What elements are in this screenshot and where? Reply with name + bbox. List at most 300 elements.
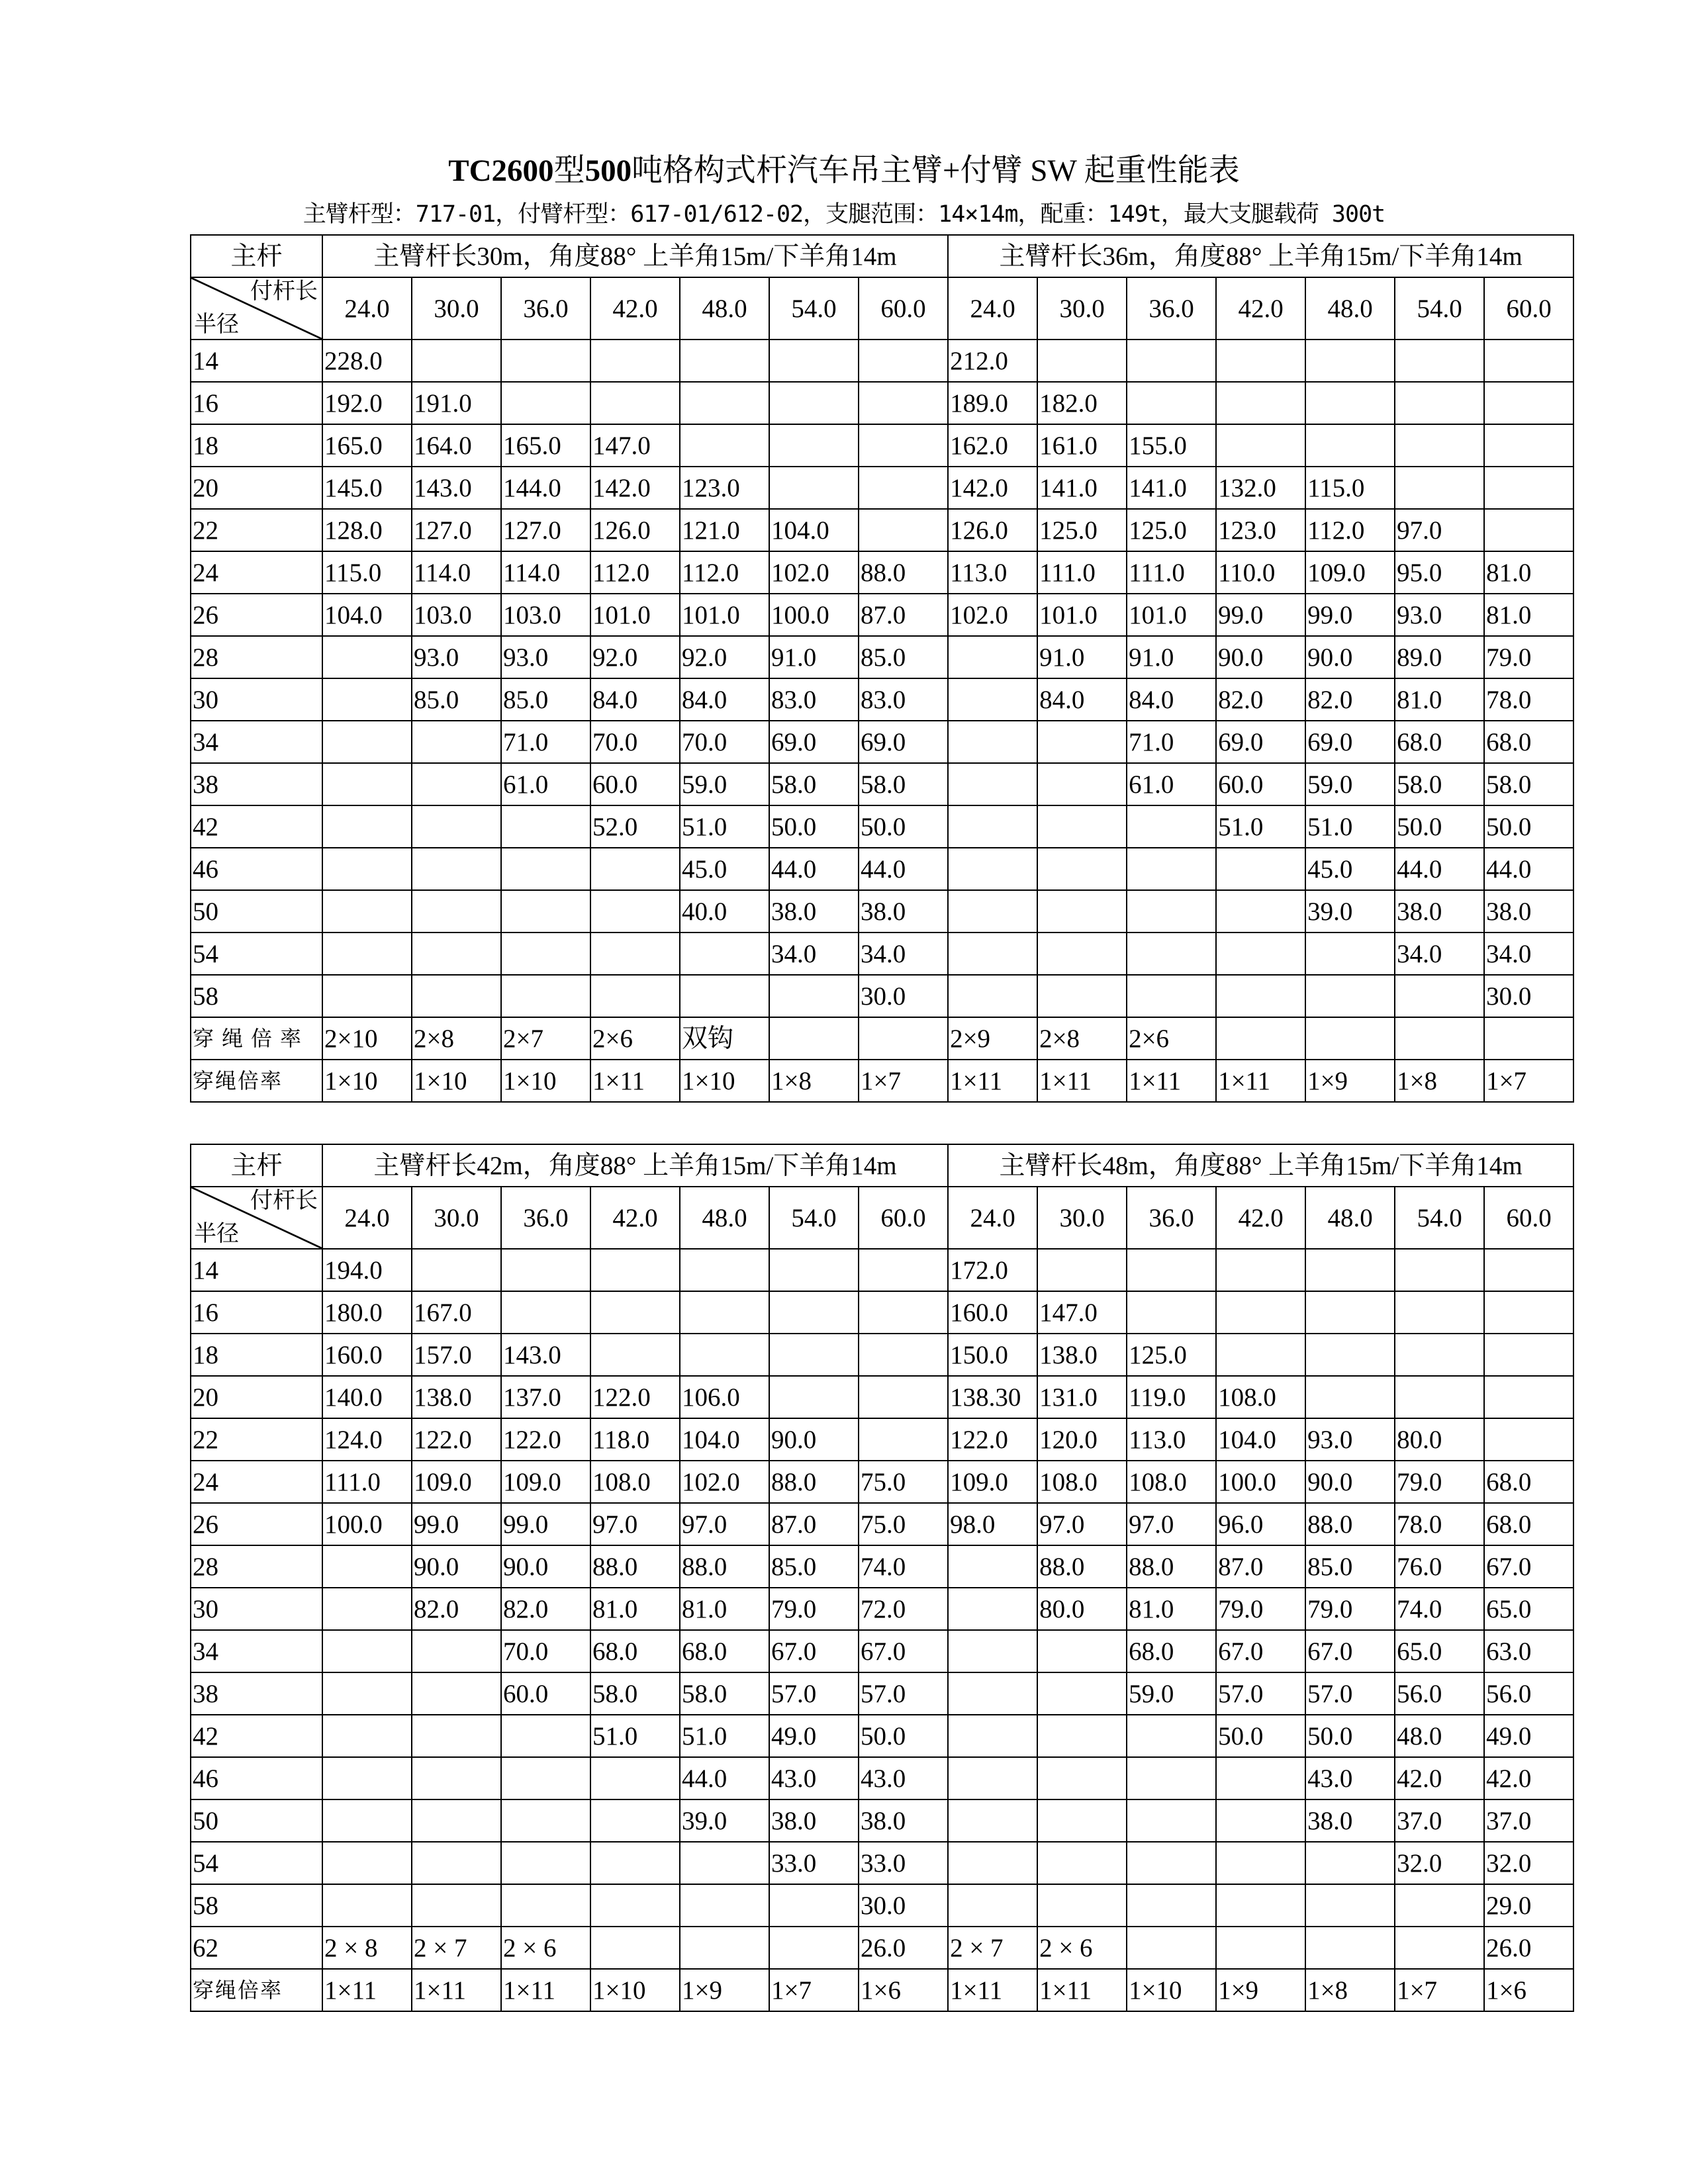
boom-config-header: 主臂杆长42m，角度88° 上羊角15m/下羊角14m <box>322 1144 948 1187</box>
title-tonnage: 500 <box>585 154 632 188</box>
capacity-cell: 90.0 <box>412 1545 501 1588</box>
capacity-cell: 78.0 <box>1395 1503 1484 1545</box>
jib-length-cell: 30.0 <box>1037 277 1127 340</box>
capacity-cell: 121.0 <box>680 509 769 551</box>
capacity-cell: 93.0 <box>1395 594 1484 636</box>
capacity-cell: 167.0 <box>412 1291 501 1334</box>
capacity-cell <box>680 1884 769 1927</box>
capacity-cell: 84.0 <box>1037 678 1127 721</box>
capacity-cell: 125.0 <box>1127 1334 1216 1376</box>
capacity-cell <box>1395 1884 1484 1927</box>
jib-length-row <box>191 277 1573 340</box>
capacity-cell: 85.0 <box>859 636 948 678</box>
capacity-cell: 44.0 <box>859 848 948 890</box>
capacity-cell: 48.0 <box>1395 1715 1484 1757</box>
capacity-cell: 33.0 <box>769 1842 859 1884</box>
capacity-cell <box>1037 805 1127 848</box>
capacity-cell: 109.0 <box>501 1461 590 1503</box>
capacity-cell: 1×7 <box>1395 1969 1484 2011</box>
capacity-cell: 50.0 <box>859 1715 948 1757</box>
table-row <box>191 1672 1573 1715</box>
radius-cell: 54 <box>191 1842 322 1884</box>
capacity-cell: 65.0 <box>1395 1630 1484 1672</box>
capacity-cell: 58.0 <box>680 1672 769 1715</box>
capacity-cell: 189.0 <box>948 382 1037 424</box>
capacity-cell: 51.0 <box>680 1715 769 1757</box>
capacity-cell: 102.0 <box>680 1461 769 1503</box>
capacity-cell: 87.0 <box>769 1503 859 1545</box>
capacity-cell: 52.0 <box>590 805 680 848</box>
capacity-cell: 138.0 <box>1037 1334 1127 1376</box>
capacity-cell <box>1216 1249 1305 1291</box>
capacity-cell: 2×7 <box>501 1017 590 1060</box>
capacity-cell: 38.0 <box>769 1799 859 1842</box>
capacity-cell <box>1127 1799 1216 1842</box>
capacity-cell <box>322 763 412 805</box>
jib-length-cell: 36.0 <box>501 1187 590 1249</box>
title-rest: 吨格构式杆汽车吊主臂+付臂 SW 起重性能表 <box>632 154 1240 188</box>
capacity-cell <box>1037 1757 1127 1799</box>
capacity-cell: 34.0 <box>769 933 859 975</box>
capacity-cell <box>769 424 859 467</box>
capacity-cell <box>590 340 680 382</box>
jib-length-cell: 24.0 <box>322 277 412 340</box>
capacity-cell <box>1127 805 1216 848</box>
capacity-cell: 141.0 <box>1127 467 1216 509</box>
capacity-cell <box>412 1842 501 1884</box>
capacity-cell <box>1395 1017 1484 1060</box>
capacity-cell: 1×10 <box>412 1060 501 1102</box>
capacity-cell <box>1395 1376 1484 1418</box>
capacity-cell: 1×11 <box>1216 1060 1305 1102</box>
capacity-cell <box>322 1884 412 1927</box>
capacity-cell <box>1305 424 1395 467</box>
capacity-cell <box>769 1334 859 1376</box>
capacity-cell: 101.0 <box>1037 594 1127 636</box>
capacity-cell <box>322 890 412 933</box>
document-title <box>0 151 1688 191</box>
capacity-cell <box>1127 1249 1216 1291</box>
radius-cell: 24 <box>191 1461 322 1503</box>
boom-config-header: 主臂杆长30m，角度88° 上羊角15m/下羊角14m <box>322 235 948 277</box>
capacity-cell <box>412 1757 501 1799</box>
radius-label: 半径 <box>194 312 239 337</box>
capacity-cell: 79.0 <box>769 1588 859 1630</box>
jib-length-label: 付杆长 <box>250 279 318 304</box>
table-row <box>191 721 1573 763</box>
jib-length-cell: 48.0 <box>1305 277 1395 340</box>
jib-length-cell: 54.0 <box>769 277 859 340</box>
table-row <box>191 890 1573 933</box>
table-row <box>191 1927 1573 1969</box>
capacity-cell <box>322 848 412 890</box>
table-row <box>191 340 1573 382</box>
capacity-cell <box>1037 890 1127 933</box>
capacity-cell: 26.0 <box>1484 1927 1573 1969</box>
capacity-cell: 72.0 <box>859 1588 948 1630</box>
capacity-cell <box>1127 1291 1216 1334</box>
capacity-cell <box>501 805 590 848</box>
radius-cell: 14 <box>191 340 322 382</box>
capacity-cell: 112.0 <box>680 551 769 594</box>
radius-cell: 22 <box>191 1418 322 1461</box>
capacity-cell: 103.0 <box>501 594 590 636</box>
capacity-cell <box>1484 1418 1573 1461</box>
capacity-cell: 50.0 <box>1395 805 1484 848</box>
capacity-cell: 88.0 <box>859 551 948 594</box>
capacity-cell: 113.0 <box>948 551 1037 594</box>
capacity-cell: 43.0 <box>1305 1757 1395 1799</box>
capacity-cell: 82.0 <box>501 1588 590 1630</box>
radius-cell: 穿绳倍率 <box>191 1969 322 2011</box>
capacity-cell <box>1305 933 1395 975</box>
capacity-cell: 1×11 <box>1037 1060 1127 1102</box>
capacity-cell: 76.0 <box>1395 1545 1484 1588</box>
jib-length-label: 付杆长 <box>250 1189 318 1213</box>
capacity-cell: 88.0 <box>1127 1545 1216 1588</box>
radius-cell: 28 <box>191 636 322 678</box>
capacity-cell: 61.0 <box>1127 763 1216 805</box>
capacity-cell: 43.0 <box>859 1757 948 1799</box>
capacity-cell <box>1127 1884 1216 1927</box>
capacity-cell: 128.0 <box>322 509 412 551</box>
capacity-cell: 110.0 <box>1216 551 1305 594</box>
capacity-cell: 85.0 <box>1305 1545 1395 1588</box>
capacity-cell: 1×8 <box>769 1060 859 1102</box>
capacity-cell: 1×11 <box>501 1969 590 2011</box>
capacity-cell: 192.0 <box>322 382 412 424</box>
capacity-cell <box>1484 340 1573 382</box>
capacity-cell <box>948 890 1037 933</box>
capacity-cell <box>1484 1376 1573 1418</box>
capacity-cell: 57.0 <box>859 1672 948 1715</box>
capacity-cell <box>859 1291 948 1334</box>
capacity-cell <box>1127 1757 1216 1799</box>
capacity-cell <box>322 1672 412 1715</box>
capacity-cell: 212.0 <box>948 340 1037 382</box>
jib-length-cell: 54.0 <box>1395 1187 1484 1249</box>
load-chart-table-2 <box>190 1144 1574 2012</box>
capacity-cell: 58.0 <box>769 763 859 805</box>
capacity-cell: 68.0 <box>1484 1461 1573 1503</box>
capacity-cell <box>412 1249 501 1291</box>
capacity-cell: 2×8 <box>1037 1017 1127 1060</box>
capacity-cell: 122.0 <box>501 1418 590 1461</box>
capacity-cell <box>1305 1884 1395 1927</box>
capacity-cell: 1×10 <box>680 1060 769 1102</box>
capacity-cell <box>1037 1672 1127 1715</box>
capacity-cell <box>1127 890 1216 933</box>
capacity-cell <box>1484 1249 1573 1291</box>
jib-length-cell: 36.0 <box>1127 1187 1216 1249</box>
capacity-cell: 143.0 <box>501 1334 590 1376</box>
capacity-cell <box>1216 1017 1305 1060</box>
capacity-cell: 2 × 7 <box>948 1927 1037 1969</box>
capacity-cell: 165.0 <box>322 424 412 467</box>
radius-cell: 38 <box>191 1672 322 1715</box>
capacity-cell: 137.0 <box>501 1376 590 1418</box>
capacity-cell: 30.0 <box>859 1884 948 1927</box>
boom-config-header: 主臂杆长36m，角度88° 上羊角15m/下羊角14m <box>948 235 1573 277</box>
capacity-cell: 115.0 <box>1305 467 1395 509</box>
capacity-cell <box>1305 382 1395 424</box>
table-row <box>191 467 1573 509</box>
capacity-cell: 81.0 <box>1484 594 1573 636</box>
capacity-cell: 45.0 <box>1305 848 1395 890</box>
capacity-cell: 61.0 <box>501 763 590 805</box>
jib-length-cell: 42.0 <box>590 1187 680 1249</box>
capacity-cell: 29.0 <box>1484 1884 1573 1927</box>
capacity-cell: 147.0 <box>1037 1291 1127 1334</box>
capacity-cell <box>1127 340 1216 382</box>
capacity-cell: 81.0 <box>590 1588 680 1630</box>
capacity-cell <box>412 1799 501 1842</box>
capacity-cell: 1×11 <box>948 1969 1037 2011</box>
jib-length-cell: 36.0 <box>501 277 590 340</box>
capacity-cell: 50.0 <box>1305 1715 1395 1757</box>
capacity-cell <box>1216 975 1305 1017</box>
capacity-cell <box>412 1715 501 1757</box>
capacity-cell: 68.0 <box>590 1630 680 1672</box>
jib-length-cell: 48.0 <box>680 1187 769 1249</box>
table-row <box>191 1060 1573 1102</box>
capacity-cell <box>501 933 590 975</box>
capacity-cell: 90.0 <box>1216 636 1305 678</box>
capacity-cell: 120.0 <box>1037 1418 1127 1461</box>
capacity-cell: 1×10 <box>1127 1969 1216 2011</box>
capacity-cell: 88.0 <box>769 1461 859 1503</box>
capacity-cell: 108.0 <box>1037 1461 1127 1503</box>
capacity-cell: 131.0 <box>1037 1376 1127 1418</box>
capacity-cell: 103.0 <box>412 594 501 636</box>
capacity-cell: 37.0 <box>1484 1799 1573 1842</box>
capacity-cell: 67.0 <box>1305 1630 1395 1672</box>
capacity-cell: 84.0 <box>590 678 680 721</box>
capacity-cell: 101.0 <box>1127 594 1216 636</box>
title-model: TC2600 <box>448 154 554 188</box>
capacity-cell: 45.0 <box>680 848 769 890</box>
capacity-cell <box>322 933 412 975</box>
capacity-cell <box>1395 424 1484 467</box>
jib-length-cell: 48.0 <box>680 277 769 340</box>
capacity-cell: 2 × 6 <box>501 1927 590 1969</box>
capacity-cell <box>769 1017 859 1060</box>
capacity-cell <box>1305 1291 1395 1334</box>
capacity-cell: 37.0 <box>1395 1799 1484 1842</box>
capacity-cell: 90.0 <box>1305 1461 1395 1503</box>
jib-length-cell: 42.0 <box>1216 1187 1305 1249</box>
radius-cell: 50 <box>191 1799 322 1842</box>
capacity-cell <box>322 1757 412 1799</box>
capacity-cell: 87.0 <box>859 594 948 636</box>
capacity-cell <box>1216 1291 1305 1334</box>
capacity-cell: 40.0 <box>680 890 769 933</box>
capacity-cell: 97.0 <box>680 1503 769 1545</box>
capacity-cell <box>680 1842 769 1884</box>
capacity-cell: 63.0 <box>1484 1630 1573 1672</box>
capacity-cell: 38.0 <box>1305 1799 1395 1842</box>
capacity-cell: 70.0 <box>501 1630 590 1672</box>
capacity-cell: 50.0 <box>769 805 859 848</box>
capacity-cell <box>412 933 501 975</box>
capacity-cell <box>1395 1334 1484 1376</box>
capacity-cell: 67.0 <box>1484 1545 1573 1588</box>
capacity-cell <box>1484 382 1573 424</box>
capacity-cell: 59.0 <box>1127 1672 1216 1715</box>
capacity-cell <box>680 340 769 382</box>
capacity-cell: 99.0 <box>1216 594 1305 636</box>
capacity-cell <box>769 1927 859 1969</box>
table-row <box>191 1249 1573 1291</box>
capacity-cell: 99.0 <box>412 1503 501 1545</box>
capacity-cell <box>1216 933 1305 975</box>
capacity-cell: 104.0 <box>1216 1418 1305 1461</box>
capacity-cell: 162.0 <box>948 424 1037 467</box>
capacity-cell: 79.0 <box>1305 1588 1395 1630</box>
capacity-cell: 69.0 <box>1305 721 1395 763</box>
capacity-cell <box>322 678 412 721</box>
capacity-cell: 50.0 <box>1216 1715 1305 1757</box>
capacity-cell: 100.0 <box>769 594 859 636</box>
capacity-cell: 112.0 <box>590 551 680 594</box>
capacity-cell <box>590 1799 680 1842</box>
capacity-cell: 80.0 <box>1395 1418 1484 1461</box>
capacity-cell: 2×6 <box>1127 1017 1216 1060</box>
capacity-cell: 97.0 <box>590 1503 680 1545</box>
diagonal-header-cell <box>191 1187 322 1249</box>
capacity-cell: 51.0 <box>1305 805 1395 848</box>
capacity-cell: 81.0 <box>1127 1588 1216 1630</box>
capacity-cell: 51.0 <box>590 1715 680 1757</box>
table-row <box>191 1884 1573 1927</box>
radius-cell: 16 <box>191 382 322 424</box>
capacity-cell <box>680 424 769 467</box>
capacity-cell: 81.0 <box>1484 551 1573 594</box>
capacity-cell: 1×11 <box>1127 1060 1216 1102</box>
capacity-cell: 60.0 <box>501 1672 590 1715</box>
capacity-cell <box>769 1249 859 1291</box>
capacity-cell <box>1216 424 1305 467</box>
capacity-cell <box>1305 1017 1395 1060</box>
capacity-cell: 100.0 <box>322 1503 412 1545</box>
capacity-cell <box>1395 467 1484 509</box>
capacity-cell: 93.0 <box>412 636 501 678</box>
jib-length-cell: 42.0 <box>590 277 680 340</box>
radius-cell: 42 <box>191 1715 322 1757</box>
table-row <box>191 424 1573 467</box>
capacity-cell: 92.0 <box>680 636 769 678</box>
capacity-cell <box>590 1927 680 1969</box>
capacity-cell: 111.0 <box>1127 551 1216 594</box>
capacity-cell: 99.0 <box>501 1503 590 1545</box>
capacity-cell: 82.0 <box>1305 678 1395 721</box>
jib-length-cell: 42.0 <box>1216 277 1305 340</box>
table-row <box>191 1588 1573 1630</box>
capacity-cell <box>1484 1017 1573 1060</box>
capacity-cell: 97.0 <box>1395 509 1484 551</box>
diagonal-header-cell <box>191 277 322 340</box>
capacity-cell: 90.0 <box>501 1545 590 1588</box>
table-row <box>191 933 1573 975</box>
capacity-cell <box>680 382 769 424</box>
capacity-cell: 108.0 <box>590 1461 680 1503</box>
capacity-cell: 80.0 <box>1037 1588 1127 1630</box>
capacity-cell <box>1037 721 1127 763</box>
capacity-cell: 82.0 <box>1216 678 1305 721</box>
capacity-cell: 160.0 <box>948 1291 1037 1334</box>
capacity-cell: 102.0 <box>769 551 859 594</box>
table-row <box>191 1545 1573 1588</box>
capacity-cell <box>948 1884 1037 1927</box>
capacity-cell <box>1395 340 1484 382</box>
capacity-cell <box>680 1291 769 1334</box>
capacity-cell: 119.0 <box>1127 1376 1216 1418</box>
capacity-cell: 56.0 <box>1484 1672 1573 1715</box>
capacity-cell: 38.0 <box>1395 890 1484 933</box>
group-header-row <box>191 1144 1573 1187</box>
capacity-cell <box>590 1842 680 1884</box>
capacity-cell: 1×10 <box>590 1969 680 2011</box>
capacity-cell <box>501 382 590 424</box>
table-row <box>191 975 1573 1017</box>
capacity-cell <box>859 424 948 467</box>
radius-label: 半径 <box>194 1222 239 1246</box>
capacity-cell: 164.0 <box>412 424 501 467</box>
capacity-cell <box>501 848 590 890</box>
capacity-cell: 39.0 <box>1305 890 1395 933</box>
capacity-cell: 165.0 <box>501 424 590 467</box>
capacity-cell: 1×7 <box>859 1060 948 1102</box>
capacity-cell: 97.0 <box>1127 1503 1216 1545</box>
capacity-cell: 115.0 <box>322 551 412 594</box>
capacity-cell: 104.0 <box>322 594 412 636</box>
capacity-cell: 44.0 <box>1395 848 1484 890</box>
capacity-cell <box>1216 340 1305 382</box>
capacity-cell <box>412 721 501 763</box>
capacity-cell: 85.0 <box>501 678 590 721</box>
table-row <box>191 1291 1573 1334</box>
capacity-cell: 双钩 <box>680 1017 769 1060</box>
capacity-cell <box>1216 1334 1305 1376</box>
capacity-cell: 97.0 <box>1037 1503 1127 1545</box>
capacity-cell: 60.0 <box>590 763 680 805</box>
capacity-cell: 102.0 <box>948 594 1037 636</box>
table-row <box>191 1503 1573 1545</box>
capacity-cell: 68.0 <box>1127 1630 1216 1672</box>
capacity-cell <box>769 340 859 382</box>
capacity-cell <box>1037 848 1127 890</box>
capacity-cell <box>501 1291 590 1334</box>
capacity-cell <box>1305 340 1395 382</box>
radius-cell: 34 <box>191 721 322 763</box>
capacity-cell: 132.0 <box>1216 467 1305 509</box>
capacity-cell: 142.0 <box>948 467 1037 509</box>
capacity-cell <box>680 1334 769 1376</box>
capacity-cell: 194.0 <box>322 1249 412 1291</box>
capacity-cell <box>322 1799 412 1842</box>
capacity-cell: 88.0 <box>590 1545 680 1588</box>
table-row <box>191 1757 1573 1799</box>
capacity-cell: 96.0 <box>1216 1503 1305 1545</box>
capacity-cell: 85.0 <box>769 1545 859 1588</box>
capacity-cell: 90.0 <box>769 1418 859 1461</box>
capacity-cell: 101.0 <box>590 594 680 636</box>
radius-cell: 20 <box>191 1376 322 1418</box>
capacity-cell <box>412 763 501 805</box>
capacity-cell <box>948 721 1037 763</box>
capacity-cell <box>1395 975 1484 1017</box>
capacity-cell: 69.0 <box>859 721 948 763</box>
